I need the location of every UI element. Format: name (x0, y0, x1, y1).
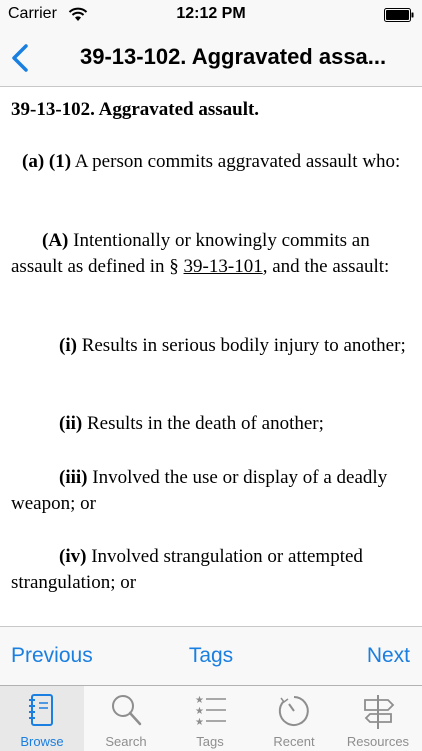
paragraph-label: (iii) (59, 467, 88, 488)
paragraph-text: Results in serious bodily injury to another; (76, 335, 406, 356)
tab-search[interactable] (84, 686, 168, 751)
paragraph-label: (A) (42, 230, 69, 251)
battery-icon (384, 8, 414, 22)
paragraph-i (11, 333, 411, 359)
next-button[interactable]: Next (366, 644, 410, 667)
tab-browse[interactable] (0, 686, 84, 751)
section-heading: 39-13-102. Aggravated assault. (11, 99, 260, 120)
tab-resources[interactable] (336, 686, 420, 751)
paragraph-label: (iv) (59, 546, 87, 567)
back-chevron-icon[interactable] (4, 38, 44, 78)
paragraph-text: Involved strangulation or attempted strangulation; or (11, 546, 363, 593)
tab-label: Search (105, 734, 147, 749)
search-icon (108, 691, 144, 731)
tab-label: Tags (196, 734, 224, 749)
paragraph-text: Involved the use or display of a deadly weapon; or (11, 467, 388, 514)
pager-bar (0, 626, 422, 686)
tab-tags[interactable] (168, 686, 252, 751)
svg-text:★: ★ (195, 717, 204, 728)
paragraph-label: (a) (1) (22, 151, 72, 172)
paragraph-A (11, 228, 411, 280)
paragraph-text: , and the assault: (262, 256, 390, 277)
paragraph-text: A person commits aggravated assault who: (71, 151, 401, 172)
paragraph-a1 (11, 149, 411, 175)
previous-button[interactable]: Previous (11, 644, 93, 667)
carrier-label: Carrier (8, 5, 57, 22)
tab-label: Resources (346, 734, 410, 749)
document-content (0, 87, 422, 625)
tags-button[interactable]: Tags (188, 644, 234, 667)
status-bar (0, 0, 422, 30)
page-title: 39-13-102. Aggravated assa... (80, 44, 387, 69)
notebook-icon (24, 691, 60, 731)
clock: 12:12 PM (176, 5, 246, 22)
signpost-icon (360, 691, 396, 731)
tab-label: Browse (20, 734, 64, 749)
paragraph-label: (i) (59, 335, 77, 356)
paragraph-iii (11, 465, 411, 517)
paragraph-label: (ii) (59, 413, 83, 434)
paragraph-text: Results in the death of another; (82, 413, 324, 434)
tab-bar (0, 685, 422, 751)
tab-recent[interactable] (252, 686, 336, 751)
svg-text:★: ★ (195, 695, 204, 706)
section-link[interactable]: 39-13-101 (183, 256, 263, 277)
paragraph-text: Intentionally or knowingly commits an assault as defined in § (11, 230, 370, 277)
tab-label: Recent (273, 734, 315, 749)
star-list-icon (192, 691, 228, 731)
navigation-bar (0, 30, 422, 87)
paragraph-iv (11, 544, 411, 596)
paragraph-ii (11, 411, 411, 437)
svg-text:★: ★ (195, 706, 204, 717)
clock-icon (276, 691, 312, 731)
